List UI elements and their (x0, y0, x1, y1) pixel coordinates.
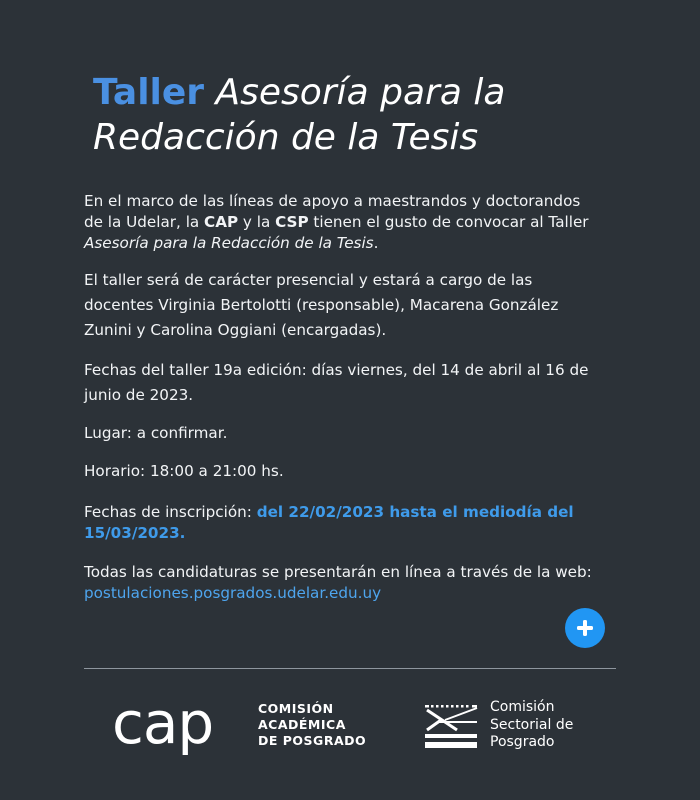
cap-logo-line3: DE POSGRADO (258, 733, 367, 748)
csp-logo-line3: Posgrado (490, 734, 555, 750)
intro-text-a: En el marco de las líneas de apoyo a maestrandos y doctorandos de la Udelar, la (84, 192, 581, 231)
csp-logo-text (490, 699, 573, 752)
expand-button[interactable] (565, 608, 605, 648)
intro-text-b: y la (238, 213, 276, 231)
workshop-name: Asesoría para la Redacción de la Tesis (84, 234, 374, 252)
title-keyword: Taller (93, 72, 205, 113)
cap-logo (112, 689, 372, 765)
registration-dates: del 22/02/2023 hasta el mediodía del 15/03/2023. (84, 503, 574, 542)
schedule-paragraph: Horario: 18:00 a 21:00 hs. (84, 462, 284, 480)
dates-paragraph: Fechas del taller 19a edición: días viernes, del 14 de abril al 16 de junio de 2023. (84, 361, 589, 404)
csp-logo-line1: Comisión (490, 699, 555, 715)
cap-logo-line1: COMISIÓN (258, 701, 334, 716)
footer-divider (84, 668, 616, 669)
announcement-body (84, 191, 604, 619)
title-rest-line2: Redacción de la Tesis (93, 117, 479, 158)
applications-paragraph (84, 562, 604, 604)
title-rest-line1: Asesoría para la (215, 72, 506, 113)
intro-paragraph (84, 191, 604, 254)
applications-link[interactable]: postulaciones.posgrados.udelar.edu.uy (84, 584, 382, 602)
csp-logo (423, 700, 613, 756)
csp-emblem-icon (423, 700, 479, 750)
csp-logo-line2: Sectorial de (490, 716, 574, 733)
location-paragraph: Lugar: a confirmar. (84, 424, 228, 442)
plus-icon (576, 619, 594, 637)
intro-text-c: tienen el gusto de convocar al Taller (308, 213, 589, 231)
registration-label: Fechas de inscripción: (84, 503, 257, 521)
cap-logo-word: cap (112, 689, 214, 757)
registration-paragraph (84, 502, 604, 544)
intro-text-d: . (373, 234, 379, 252)
applications-text: Todas las candidaturas se presentarán en línea a través de la web: (84, 563, 592, 581)
teachers-paragraph: El taller será de carácter presencial y estará a cargo de las docentes Virginia Bertolotti (responsable), Macarena González Zunini y Carolina Oggiani (encargadas). (84, 271, 559, 339)
cap-logo-line2: ACADÉMICA (258, 717, 346, 732)
cap-acronym: CAP (204, 213, 239, 231)
page-title (93, 70, 653, 160)
csp-acronym: CSP (275, 213, 309, 231)
cap-logo-text (258, 701, 366, 749)
